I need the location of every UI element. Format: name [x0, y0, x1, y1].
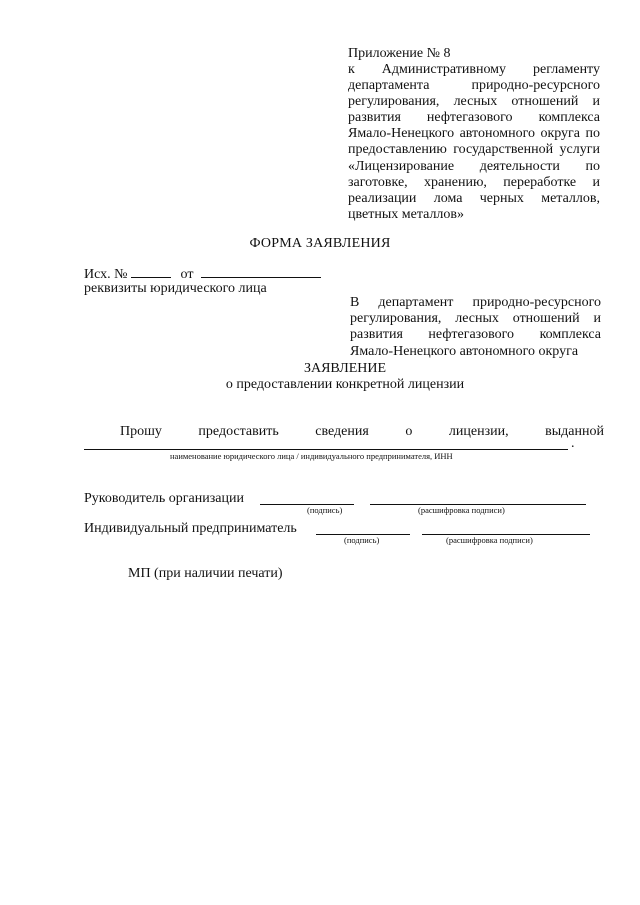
- head-signature-caption: (подпись): [307, 505, 343, 515]
- stamp-note: МП (при наличии печати): [128, 566, 283, 581]
- outgoing-number-label: Исх. №: [84, 267, 128, 282]
- requisites-label: реквизиты юридического лица: [84, 281, 267, 296]
- entrepreneur-signature-label: Индивидуальный предприниматель: [84, 521, 297, 536]
- head-decoding-caption: (расшифровка подписи): [418, 505, 505, 515]
- outgoing-number-field[interactable]: [131, 265, 171, 278]
- applicant-name-field[interactable]: [84, 449, 568, 450]
- head-signature-label: Руководитель организации: [84, 491, 244, 506]
- applicant-name-caption: наименование юридического лица / индивидуального предпринимателя, ИНН: [170, 451, 453, 461]
- request-word: сведения: [315, 424, 369, 439]
- request-line: [120, 424, 604, 440]
- appendix-body: к Административному регламенту департамента природно-ресурсного регулирования, лесных отношений и развития нефтегазового комплекса Ямало-Ненецкого автономного округа по предоставлению государственной услуги «Лицензирование деятельности по заготовке, хранению, переработке и реализации лома черных металлов, цветных металлов»: [348, 62, 600, 222]
- form-title: ФОРМА ЗАЯВЛЕНИЯ: [249, 236, 391, 251]
- entrepreneur-decoding-caption: (расшифровка подписи): [446, 535, 533, 545]
- outgoing-date-label: от: [180, 267, 194, 282]
- addressee-block: В департамент природно-ресурсного регулирования, лесных отношений и развития нефтегазового комплекса Ямало-Ненецкого автономного округа: [350, 295, 601, 359]
- outgoing-date-field[interactable]: [201, 265, 321, 278]
- request-word: выданной: [545, 424, 604, 439]
- request-word: предоставить: [198, 424, 279, 439]
- request-word: лицензии,: [448, 424, 509, 439]
- request-word: Прошу: [120, 424, 162, 439]
- statement-subtitle: о предоставлении конкретной лицензии: [225, 377, 465, 392]
- applicant-name-period: .: [571, 436, 575, 451]
- entrepreneur-signature-caption: (подпись): [344, 535, 380, 545]
- appendix-title: Приложение № 8: [348, 46, 451, 61]
- request-word: о: [405, 424, 413, 439]
- statement-title: ЗАЯВЛЕНИЕ: [303, 361, 387, 376]
